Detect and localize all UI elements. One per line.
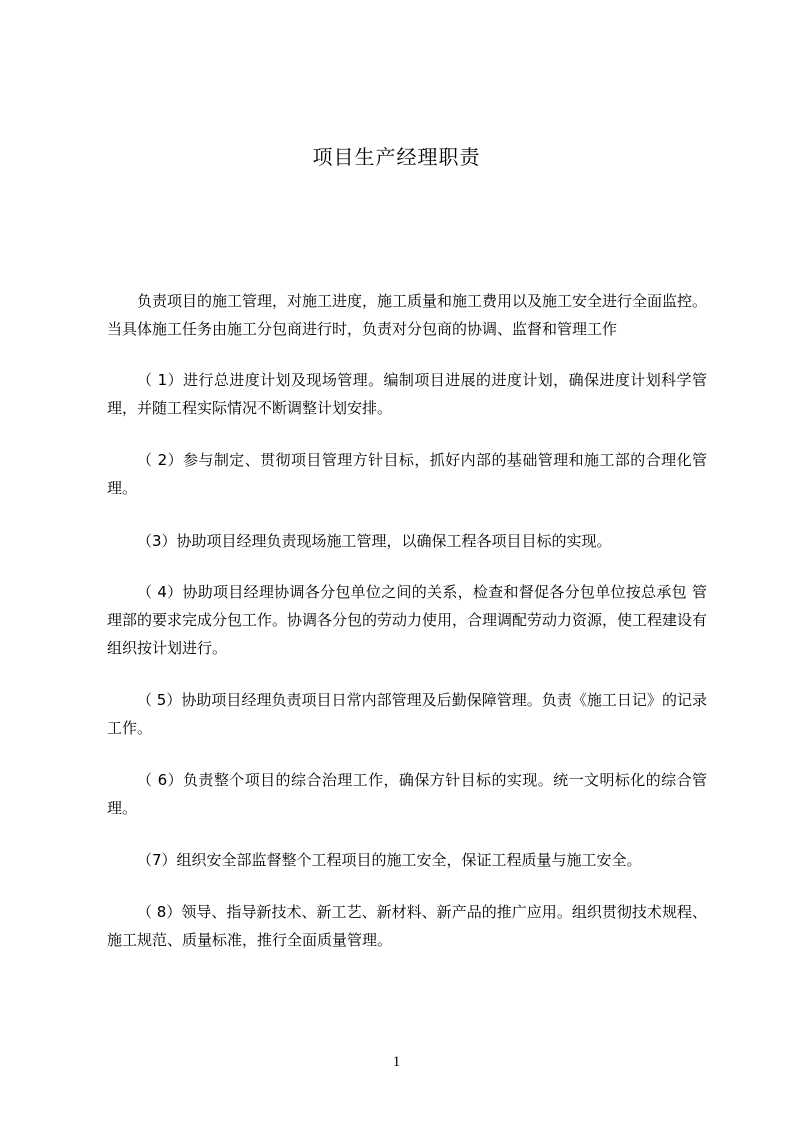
page-number: 1: [392, 1054, 401, 1070]
duty-item-2: （ 2）参与制定、贯彻项目管理方针目标，抓好内部的基础管理和施工部的合理化管理。: [107, 451, 707, 497]
duty-item-4: （ 4）协助项目经理协调各分包单位之间的关系，检查和督促各分包单位按总承包 管理部的要求完成分包工作。协调各分包的劳动力使用，合理调配劳动力资源，使工程建设有组织按计划进行。: [107, 583, 708, 657]
page-title: 项目生产经理职责: [312, 145, 481, 169]
duty-item-3: （3）协助项目经理负责现场施工管理，以确保工程各项目目标的实现。: [137, 532, 612, 550]
duty-item-7: （7）组织安全部监督整个工程项目的施工安全，保证工程质量与施工安全。: [137, 851, 642, 869]
duty-item-1: （ 1）进行总进度计划及现场管理。编制项目进展的进度计划，确保进度计划科学管理，并随工程实际情况不断调整计划安排。: [107, 371, 707, 417]
duty-item-8: （ 8）领导、指导新技术、新工艺、新材料、新产品的推广应用。组织贯彻技术规程、施工规范、质量标准，推行全面质量管理。: [107, 903, 707, 949]
duty-item-6: （ 6）负责整个项目的综合治理工作，确保方针目标的实现。统一文明标化的综合管理。: [107, 771, 707, 817]
duty-item-5: （ 5）协助项目经理负责项目日常内部管理及后勤保障管理。负责《施工日记》的记录工作。: [107, 691, 707, 737]
intro-paragraph: 负责项目的施工管理，对施工进度，施工质量和施工费用以及施工安全进行全面监控。当具体施工任务由施工分包商进行时，负责对分包商的协调、监督和管理工作: [107, 292, 708, 338]
